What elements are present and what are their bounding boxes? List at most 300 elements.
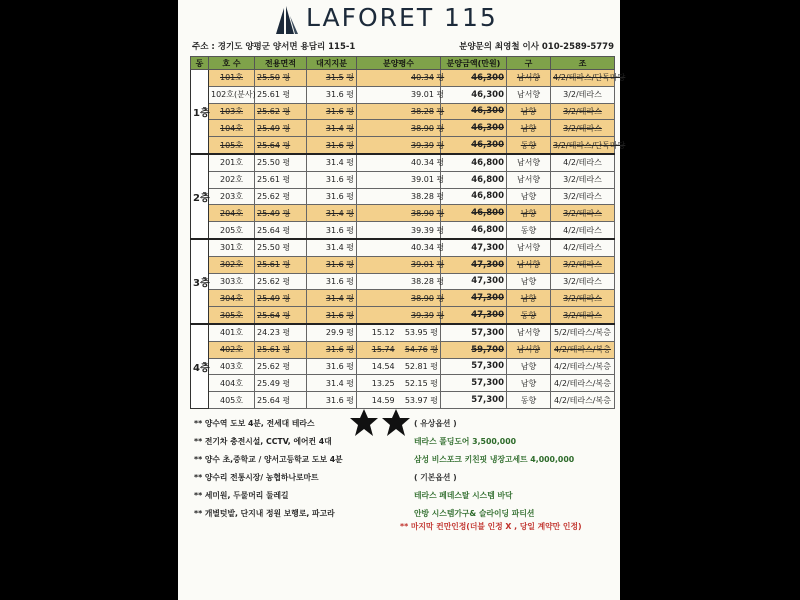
unit: 평 [436, 260, 445, 270]
sale-price [441, 392, 507, 409]
star-icons [348, 408, 412, 440]
unit: 평 [282, 106, 291, 116]
room-number [209, 137, 255, 154]
unit: 평 [430, 328, 438, 338]
structure-text: 3/2/테라스 [563, 123, 602, 133]
sale-price [441, 222, 507, 239]
room-number [209, 205, 255, 222]
price-value: 46,300 [471, 106, 504, 117]
structure-text: 4/2/테라스 [563, 225, 602, 235]
pyeong-value: 39.39 [411, 310, 434, 320]
area-value: 25.61 [257, 260, 280, 270]
basic-option-item: 테라스 페데스탈 시스템 바닥 [414, 491, 513, 500]
unit: 평 [282, 90, 291, 100]
area-value: 24.23 [257, 328, 280, 338]
unit: 평 [346, 243, 354, 253]
exclusive-area [255, 375, 307, 392]
land-value: 31.6 [325, 191, 344, 201]
land-share [307, 392, 357, 409]
pyeong-value: 53.97 [404, 395, 428, 405]
price-value: 47,300 [471, 242, 504, 253]
area-value: 25.62 [257, 106, 280, 116]
direction [507, 103, 551, 120]
room-number-text: 404호 [220, 378, 243, 388]
col-header: 대지지분 [307, 57, 357, 70]
sale-price [441, 103, 507, 120]
unit: 평 [282, 73, 291, 83]
direction [507, 324, 551, 341]
area-value: 25.49 [257, 123, 280, 133]
area-value: 25.62 [257, 361, 280, 371]
exclusive-area [255, 86, 307, 103]
price-value: 46,800 [471, 157, 504, 168]
direction [507, 273, 551, 290]
structure-text: 3/2/테라스 [563, 260, 602, 270]
unit: 평 [436, 225, 445, 235]
land-value: 31.4 [325, 293, 344, 303]
paid-option-item: 테라스 폴딩도어 3,500,000 [414, 437, 517, 446]
direction-text: 남서향 [516, 345, 541, 355]
sale-price [441, 120, 507, 137]
room-number [209, 358, 255, 375]
structure-text: 3/2/테라스 [563, 293, 602, 303]
sale-pyeong [357, 341, 441, 358]
area-value: 25.49 [257, 293, 280, 303]
direction-text: 남서향 [516, 175, 541, 185]
structure [551, 103, 615, 120]
price-value: 57,300 [471, 327, 504, 338]
structure [551, 205, 615, 222]
land-share [307, 290, 357, 307]
unit: 평 [436, 140, 445, 150]
structure [551, 86, 615, 103]
area-value: 25.61 [257, 175, 280, 185]
land-share [307, 358, 357, 375]
direction [507, 256, 551, 273]
exclusive-area [255, 307, 307, 324]
unit: 평 [436, 106, 445, 116]
unit: 평 [430, 345, 438, 355]
exclusive-area [255, 341, 307, 358]
unit: 평 [282, 158, 291, 168]
room-number-text: 302호 [220, 260, 243, 270]
room-number-text: 401호 [220, 328, 243, 338]
loft-value: 14.59 [371, 395, 395, 405]
room-number-text: 201호 [220, 158, 243, 168]
unit: 평 [282, 260, 291, 270]
sale-pyeong [357, 324, 441, 341]
price-value: 46,800 [471, 191, 504, 202]
unit: 평 [346, 395, 354, 405]
contract-warning: ** 마지막 컨만인정(더블 인정 X , 당일 계약만 인정) [400, 522, 582, 531]
building-logo-icon [270, 4, 302, 36]
floor-label: 4층 [191, 324, 209, 408]
sale-pyeong [357, 307, 445, 324]
unit: 평 [436, 310, 445, 320]
table-row [191, 154, 615, 171]
room-number [209, 171, 255, 188]
direction-text: 남서향 [516, 260, 541, 270]
unit: 평 [282, 310, 291, 320]
star-icon [382, 409, 410, 436]
structure [551, 307, 615, 324]
sale-price [441, 239, 507, 256]
structure [551, 375, 615, 392]
price-value: 47,300 [471, 293, 504, 304]
sale-pyeong [357, 290, 445, 307]
structure [551, 290, 615, 307]
basic-option-item: 안방 시스템가구& 슬라이딩 파티션 [414, 509, 535, 518]
sale-pyeong [357, 137, 445, 154]
land-value: 31.5 [325, 73, 344, 83]
price-value: 57,300 [471, 395, 504, 406]
land-share [307, 154, 357, 171]
pyeong-value: 39.01 [411, 260, 434, 270]
col-header: 구 [507, 57, 551, 70]
pyeong-value: 52.15 [404, 378, 428, 388]
loft-value: 14.54 [371, 361, 395, 371]
room-number [209, 86, 255, 103]
structure-text: 4/2/테라스 [563, 243, 602, 253]
unit: 평 [282, 378, 291, 388]
unit: 평 [346, 140, 354, 150]
sale-pyeong [357, 239, 445, 256]
unit: 평 [346, 208, 354, 218]
sale-pyeong [357, 375, 441, 392]
room-number-text: 405호 [220, 395, 243, 405]
structure [551, 273, 615, 290]
col-header: 분양평수 [357, 57, 441, 70]
room-number [209, 188, 255, 205]
direction [507, 120, 551, 137]
unit: 평 [430, 395, 438, 405]
pyeong-value: 40.34 [411, 73, 434, 83]
sale-price [441, 154, 507, 171]
structure [551, 70, 626, 87]
land-share [307, 375, 357, 392]
direction [507, 188, 551, 205]
unit: 평 [436, 123, 445, 133]
land-share [307, 239, 357, 256]
col-header: 호 수 [209, 57, 255, 70]
unit: 평 [346, 361, 354, 371]
structure [551, 256, 615, 273]
sale-pyeong [357, 205, 445, 222]
direction [507, 341, 551, 358]
price-value: 47,300 [471, 276, 504, 287]
pyeong-value: 52.81 [404, 361, 428, 371]
land-share [307, 222, 357, 239]
land-value: 31.4 [325, 378, 344, 388]
area-value: 25.64 [257, 140, 280, 150]
direction [507, 205, 551, 222]
unit: 평 [436, 90, 445, 100]
price-value: 46,800 [471, 225, 504, 236]
structure-text: 3/2/테라스/단독마당 [553, 140, 626, 150]
land-value: 29.9 [325, 328, 344, 338]
exclusive-area [255, 103, 307, 120]
note-item: ** 양수 초,중학교 / 양서고등학교 도보 4분 [194, 455, 343, 464]
unit: 평 [346, 175, 354, 185]
sale-pyeong [357, 188, 445, 205]
unit: 평 [346, 260, 354, 270]
price-value: 57,300 [471, 378, 504, 389]
direction-text: 남향 [520, 106, 537, 116]
exclusive-area [255, 154, 307, 171]
room-number-text: 104호 [220, 123, 243, 133]
direction [507, 375, 551, 392]
exclusive-area [255, 358, 307, 375]
room-number-text: 301호 [220, 243, 243, 253]
note-item: ** 양수역 도보 4분, 전세대 테라스 [194, 419, 315, 428]
unit: 평 [436, 158, 445, 168]
table-row [191, 188, 615, 205]
land-share [307, 86, 357, 103]
sale-pyeong [357, 256, 445, 273]
land-value: 31.6 [325, 345, 344, 355]
direction [507, 358, 551, 375]
room-number-text: 202호 [220, 175, 243, 185]
unit: 평 [436, 175, 445, 185]
sale-pyeong [357, 222, 445, 239]
options [414, 418, 574, 526]
unit: 평 [282, 123, 291, 133]
table-row [191, 205, 615, 222]
table-row [191, 120, 615, 137]
exclusive-area [255, 273, 307, 290]
sale-price [441, 307, 507, 324]
unit: 평 [282, 225, 291, 235]
land-value: 31.6 [325, 260, 344, 270]
room-number-text: 303호 [220, 276, 243, 286]
unit: 평 [430, 378, 438, 388]
note-item: ** 전기차 충전시설, CCTV, 에어컨 4대 [194, 437, 332, 446]
unit: 평 [346, 293, 354, 303]
land-value: 31.6 [325, 276, 344, 286]
col-header: 분양금액(만원) [441, 57, 507, 70]
land-value: 31.6 [325, 361, 344, 371]
unit: 평 [282, 276, 291, 286]
sale-price [441, 290, 507, 307]
pricing-table [190, 56, 626, 409]
structure-text: 4/2/테라스/복층 [554, 345, 611, 355]
exclusive-area [255, 137, 307, 154]
table-row [191, 341, 615, 358]
sale-price [441, 375, 507, 392]
brochure-sheet [178, 0, 626, 600]
structure-text: 4/2/테라스/복층 [554, 378, 611, 388]
direction-text: 남서향 [516, 328, 541, 338]
land-value: 31.4 [325, 243, 344, 253]
area-value: 25.50 [257, 243, 280, 253]
price-value: 46,800 [471, 208, 504, 219]
room-number-text: 101호 [220, 73, 243, 83]
unit: 평 [346, 378, 354, 388]
pyeong-value: 38.28 [411, 106, 434, 116]
direction-text: 남향 [520, 378, 537, 388]
structure [551, 392, 615, 409]
sale-pyeong [357, 171, 445, 188]
table-row [191, 70, 615, 87]
room-number-text: 204호 [220, 208, 243, 218]
direction [507, 307, 551, 324]
unit: 평 [346, 310, 354, 320]
direction-text: 동향 [520, 140, 537, 150]
unit: 평 [346, 191, 354, 201]
land-share [307, 137, 357, 154]
structure [551, 188, 615, 205]
unit: 평 [282, 140, 291, 150]
direction-text: 동향 [520, 310, 537, 320]
pyeong-value: 40.34 [411, 158, 434, 168]
pyeong-value: 38.90 [411, 123, 434, 133]
area-value: 25.49 [257, 208, 280, 218]
price-value: 46,800 [471, 174, 504, 185]
loft-value: 13.25 [371, 378, 395, 388]
unit: 평 [436, 73, 445, 83]
structure-text: 3/2/테라스 [563, 191, 602, 201]
room-number [209, 307, 255, 324]
structure [551, 358, 615, 375]
sale-pyeong [357, 358, 441, 375]
land-value: 31.6 [325, 310, 344, 320]
land-share [307, 103, 357, 120]
table-row [191, 324, 615, 341]
room-number-text: 105호 [220, 140, 243, 150]
area-value: 25.50 [257, 158, 280, 168]
unit: 평 [282, 395, 291, 405]
table-row [191, 392, 615, 409]
land-value: 31.6 [325, 140, 344, 150]
unit: 평 [282, 175, 291, 185]
structure-text: 4/2/테라스/복층 [554, 361, 611, 371]
table-row [191, 103, 615, 120]
land-value: 31.6 [325, 90, 344, 100]
exclusive-area [255, 70, 307, 87]
structure-text: 4/2/테라스/복층 [554, 395, 611, 405]
room-number [209, 239, 255, 256]
direction-text: 동향 [520, 225, 537, 235]
table-row [191, 375, 615, 392]
unit: 평 [282, 328, 291, 338]
structure-text: 4/2/테라스/단독마당 [553, 73, 626, 83]
loft-value: 15.12 [371, 328, 395, 338]
table-row [191, 290, 615, 307]
room-number-text: 205호 [220, 225, 243, 235]
sale-price [441, 137, 507, 154]
sale-price [441, 324, 507, 341]
direction [507, 392, 551, 409]
land-share [307, 273, 357, 290]
exclusive-area [255, 222, 307, 239]
area-value: 25.49 [257, 378, 280, 388]
area-value: 25.64 [257, 310, 280, 320]
note-item: ** 세미원, 두물머리 둘레길 [194, 491, 289, 500]
room-number [209, 256, 255, 273]
brand-title: LAFORET 115 [306, 3, 498, 32]
unit: 평 [282, 293, 291, 303]
area-value: 25.64 [257, 225, 280, 235]
direction-text: 남서향 [516, 243, 541, 253]
unit: 평 [436, 191, 445, 201]
direction [507, 86, 551, 103]
price-value: 46,300 [471, 89, 504, 100]
unit: 평 [346, 106, 354, 116]
unit: 평 [346, 276, 354, 286]
table-row [191, 137, 615, 154]
pyeong-value: 53.95 [404, 328, 428, 338]
structure [551, 239, 615, 256]
sale-price [441, 188, 507, 205]
note-item: ** 개별텃밭, 단지내 정원 보행로, 파고라 [194, 509, 335, 518]
unit: 평 [346, 73, 354, 83]
structure [551, 171, 615, 188]
table-row [191, 239, 615, 256]
paid-options-title: ( 유상옵션 ) [414, 419, 457, 428]
room-number-text: 402호 [220, 345, 243, 355]
pyeong-value: 54.76 [404, 345, 428, 355]
direction-text: 남향 [520, 276, 537, 286]
sale-price [441, 341, 507, 358]
land-value: 31.6 [325, 175, 344, 185]
pyeong-value: 39.01 [411, 90, 434, 100]
sale-price [441, 70, 507, 87]
sale-price [441, 256, 507, 273]
area-value: 25.62 [257, 191, 280, 201]
direction-text: 남서향 [516, 73, 541, 83]
exclusive-area [255, 205, 307, 222]
unit: 평 [346, 123, 354, 133]
exclusive-area [255, 256, 307, 273]
land-share [307, 256, 357, 273]
structure-text: 5/2/테라스/복층 [554, 328, 611, 338]
note-item: ** 양수리 전통시장/ 농협하나로마트 [194, 473, 319, 482]
land-share [307, 307, 357, 324]
room-number [209, 273, 255, 290]
table-row [191, 307, 615, 324]
col-header: 동 [191, 57, 209, 70]
room-number [209, 154, 255, 171]
structure-text: 4/2/테라스 [563, 158, 602, 168]
unit: 평 [436, 293, 445, 303]
unit: 평 [346, 90, 354, 100]
pyeong-value: 38.28 [411, 276, 434, 286]
sale-price [441, 358, 507, 375]
table-row [191, 256, 615, 273]
loft-value: 15.74 [371, 345, 395, 355]
land-share [307, 188, 357, 205]
exclusive-area [255, 120, 307, 137]
unit: 평 [282, 243, 291, 253]
room-number-text: 305호 [220, 310, 243, 320]
structure-text: 3/2/테라스 [563, 175, 602, 185]
unit: 평 [430, 361, 438, 371]
sale-pyeong [357, 392, 441, 409]
floor-label: 1층 [191, 70, 209, 154]
area-value: 25.61 [257, 345, 280, 355]
direction-text: 남서향 [516, 158, 541, 168]
land-value: 31.4 [325, 208, 344, 218]
price-value: 57,300 [471, 361, 504, 372]
address: 주소 : 경기도 양평군 양서면 용담리 115-1 [192, 42, 356, 52]
structure-text: 3/2/테라스 [563, 310, 602, 320]
star-icon [350, 409, 378, 436]
table-header [191, 57, 615, 70]
room-number [209, 290, 255, 307]
unit: 평 [436, 276, 445, 286]
pyeong-value: 39.01 [411, 175, 434, 185]
direction [507, 290, 551, 307]
